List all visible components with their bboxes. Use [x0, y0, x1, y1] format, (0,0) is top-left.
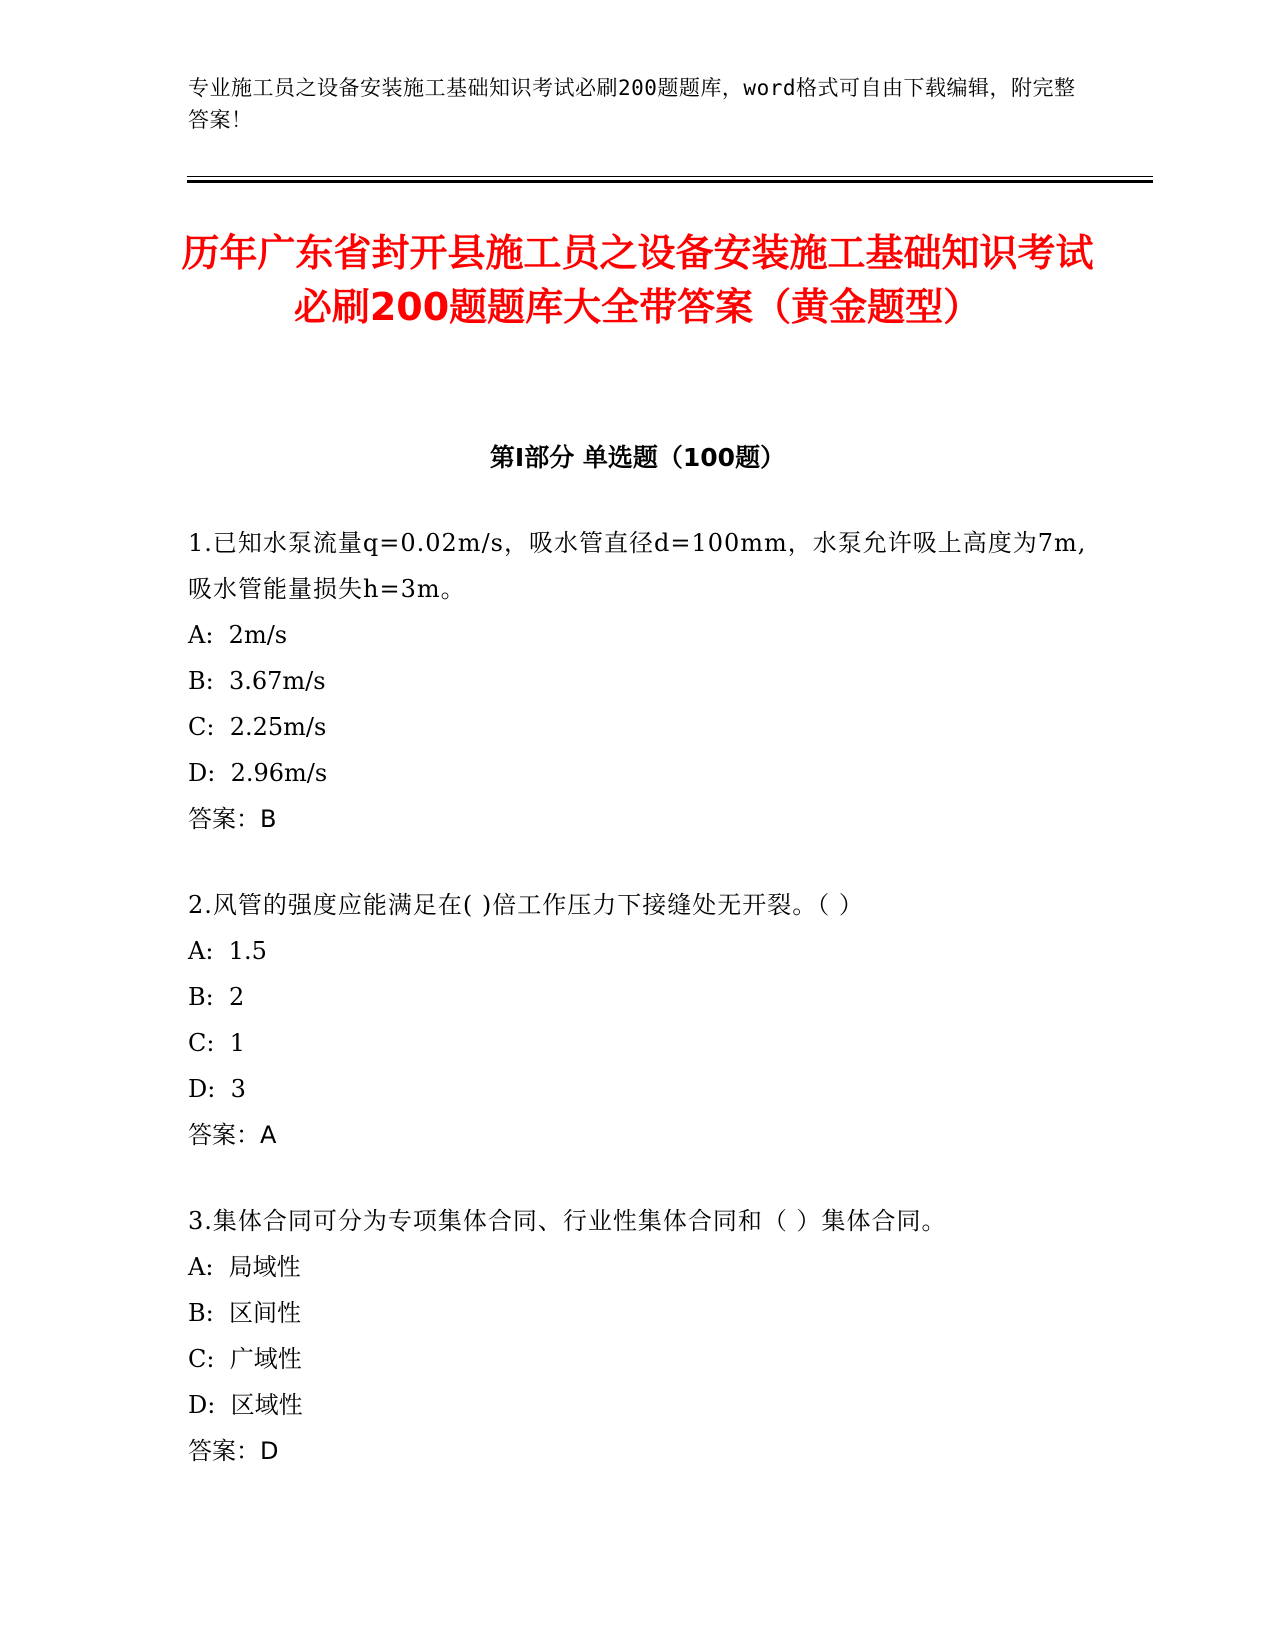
header-note: 专业施工员之设备安装施工基础知识考试必刷200题题库，word格式可自由下载编辑，附完整答案！ [188, 76, 1076, 132]
option-b: B: 3.67m/s [188, 667, 326, 695]
option-b: B: 区间性 [188, 1299, 301, 1327]
option-a: A: 1.5 [188, 937, 267, 965]
answer: 答案：D [188, 1437, 279, 1465]
document-title: 历年广东省封开县施工员之设备安装施工基础知识考试必刷200题题库大全带答案（黄金题型） [181, 231, 1094, 329]
header-divider-thick [187, 180, 1153, 183]
answer: 答案：A [188, 1121, 277, 1149]
question-stem: 2.风管的强度应能满足在( )倍工作压力下接缝处无开裂。（ ） [188, 891, 864, 919]
answer: 答案：B [188, 805, 277, 833]
option-c: C: 广域性 [188, 1345, 302, 1373]
option-b: B: 2 [188, 983, 245, 1011]
question-stem: 1.已知水泵流量q=0.02m/s，吸水管直径d=100mm，水泵允许吸上高度为7m,吸水管能量损失h=3m。 [188, 529, 1087, 603]
question-block [188, 882, 1088, 1158]
option-a: A: 2m/s [188, 621, 288, 649]
option-c: C: 1 [188, 1029, 245, 1057]
header-divider-thin [187, 176, 1153, 177]
option-d: D: 3 [188, 1075, 246, 1103]
question-block [188, 1198, 1088, 1474]
option-d: D: 区域性 [188, 1391, 303, 1419]
option-d: D: 2.96m/s [188, 759, 328, 787]
option-c: C: 2.25m/s [188, 713, 327, 741]
section-title: 第Ⅰ部分 单选题（100题） [489, 443, 786, 472]
option-a: A: 局域性 [188, 1253, 301, 1281]
question-stem: 3.集体合同可分为专项集体合同、行业性集体合同和（ ）集体合同。 [188, 1207, 947, 1235]
question-block [188, 520, 1088, 842]
